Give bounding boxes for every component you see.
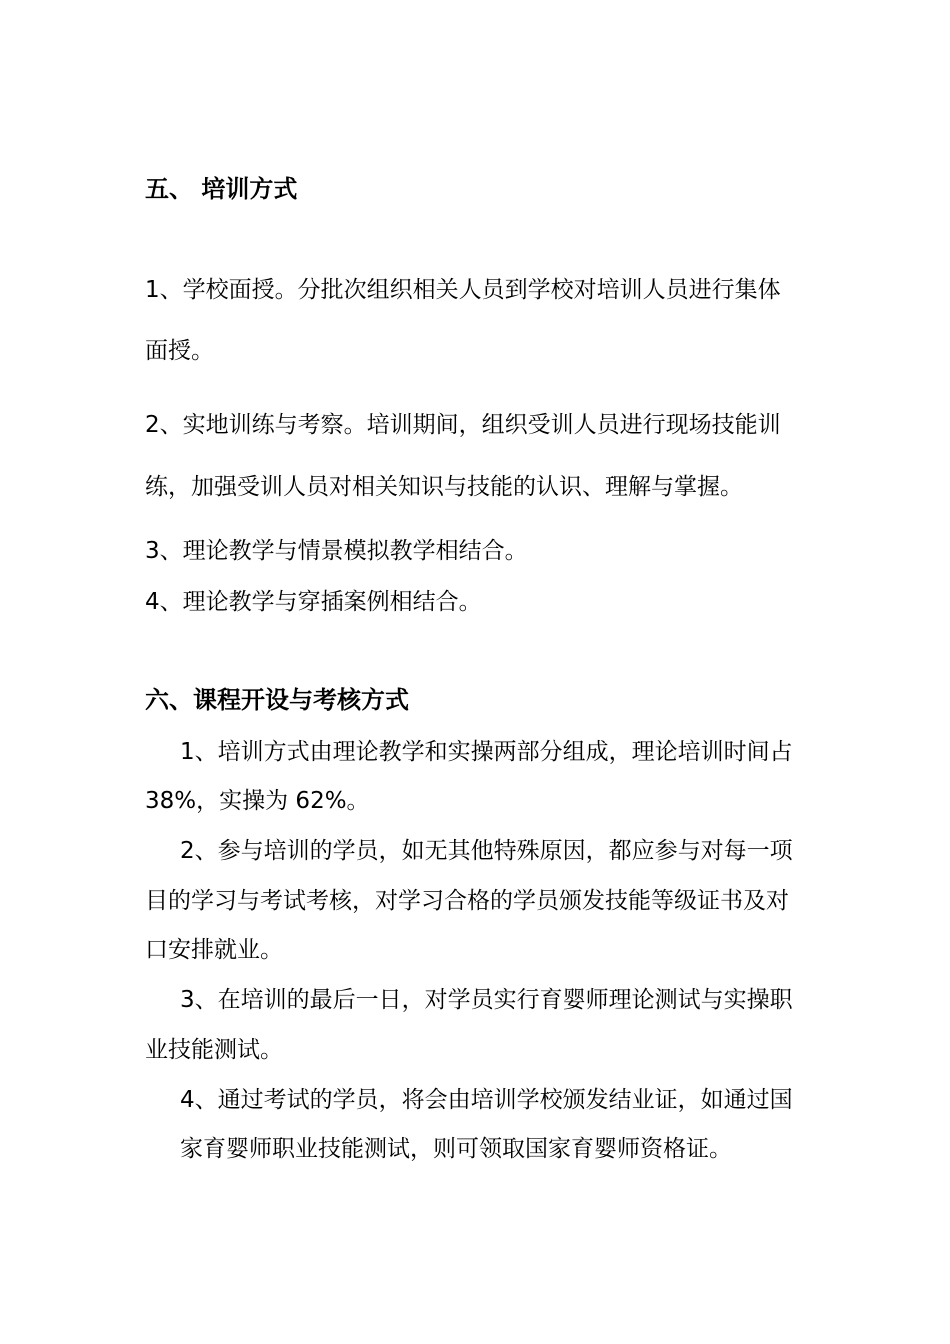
section-5-item-2-line-1: 2、实地训练与考察。培训期间，组织受训人员进行现场技能训 (145, 412, 781, 438)
section-6-item-4-line-1: 4、通过考试的学员，将会由培训学校颁发结业证，如通过国 (180, 1087, 793, 1113)
section-6-item-1-line-1: 1、培训方式由理论教学和实操两部分组成，理论培训时间占 (180, 739, 793, 765)
section-6-item-3-line-2: 业技能测试。 (145, 1037, 283, 1063)
section-6-item-4-line-2: 家育婴师职业技能测试，则可领取国家育婴师资格证。 (180, 1136, 732, 1162)
section-5-heading: 五、 培训方式 (145, 175, 298, 203)
section-6-item-2-line-1: 2、参与培训的学员，如无其他特殊原因，都应参与对每一项 (180, 838, 793, 864)
section-6-item-1-line-2: 38%，实操为 62%。 (145, 788, 370, 814)
section-5-item-2-line-2: 练，加强受训人员对相关知识与技能的认识、理解与掌握。 (145, 474, 743, 500)
section-5-item-3: 3、理论教学与情景模拟教学相结合。 (145, 538, 528, 564)
section-6-item-3-line-1: 3、在培训的最后一日，对学员实行育婴师理论测试与实操职 (180, 987, 793, 1013)
section-6-item-2-line-2: 目的学习与考试考核，对学习合格的学员颁发技能等级证书及对 (145, 888, 789, 914)
section-6-item-2-line-3: 口安排就业。 (145, 937, 283, 963)
section-5-item-1-line-2: 面授。 (145, 338, 214, 364)
section-6-heading: 六、课程开设与考核方式 (145, 686, 409, 714)
section-5-item-4: 4、理论教学与穿插案例相结合。 (145, 589, 482, 615)
section-5-item-1-line-1: 1、学校面授。分批次组织相关人员到学校对培训人员进行集体 (145, 277, 781, 303)
